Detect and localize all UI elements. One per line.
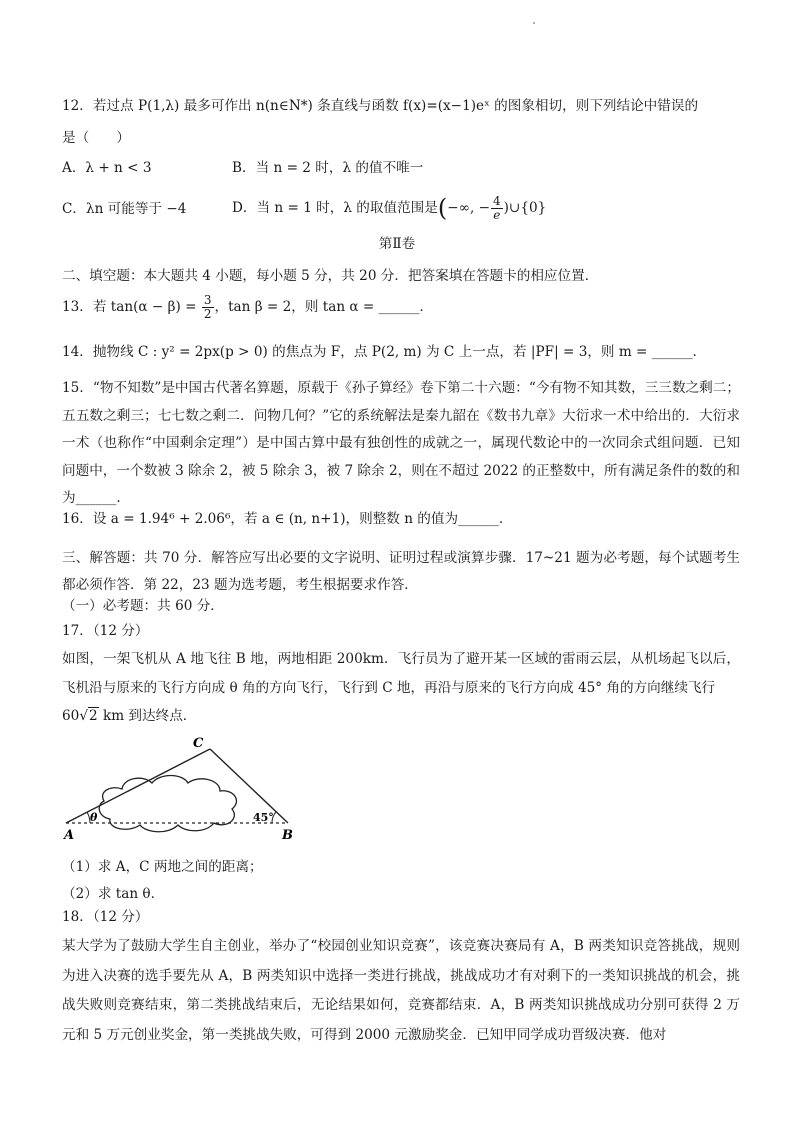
q12-option-d-tail: )∪{0} xyxy=(503,200,547,217)
q12-stem-line2: 是（ ） xyxy=(62,130,130,146)
label-a: A xyxy=(64,828,75,843)
label-c: C xyxy=(193,736,204,751)
q17-part-1: （1）求 A，C 两地之间的距离； xyxy=(62,859,263,875)
q13-text-pre: 13．若 tan(α − β) = xyxy=(62,299,197,316)
q18-heading: 18．（12 分） xyxy=(62,909,149,925)
label-b: B xyxy=(282,828,293,843)
required-questions-heading: （一）必考题：共 60 分． xyxy=(62,598,224,614)
fraction-numerator: 3 xyxy=(203,293,212,307)
distance-coefficient: 60 xyxy=(62,708,80,724)
part-two-title: 第Ⅱ卷 xyxy=(378,236,416,252)
q12-option-d xyxy=(232,190,546,227)
label-45-degrees: 45° xyxy=(253,811,274,824)
flight-route-figure xyxy=(60,735,300,843)
fraction-4-over-e xyxy=(491,195,503,222)
solution-section-intro: 三、解答题：共 70 分．解答应写出必要的文字说明、证明过程或演算步骤．17~21 题为必考题，每个试题考生都必须作答．第 22，23 题为选考题，考生根据要求作答． xyxy=(62,550,740,593)
q12-option-d-inf: −∞, − xyxy=(447,200,490,217)
fraction-denominator: 2 xyxy=(203,307,212,322)
fill-in-section-intro: 二、填空题：本大题共 4 小题，每小题 5 分，共 20 分．把答案填在答题卡的相应位置． xyxy=(62,268,599,284)
q12-option-c: C．λn 可能等于 −4 xyxy=(62,201,187,217)
segment-cb xyxy=(210,749,288,823)
q17-body: 如图，一架飞机从 A 地飞往 B 地，两地相距 200km．飞行员为了避开某一区域的雷雨云层，从机场起飞以后，飞机沿与原来的飞行方向成 θ 角的方向飞行，飞行到 C 地，再沿与原来的飞行方向成 45° 角的方向继续飞行 xyxy=(62,651,740,696)
distance-suffix: km 到达终点． xyxy=(98,708,197,724)
q17-part-2: （2）求 tan θ． xyxy=(62,886,165,902)
q17-distance-line xyxy=(62,706,196,727)
sqrt-symbol: √ xyxy=(79,708,88,724)
question-15: 15．“物不知数”是中国古代著名算题，原载于《孙子算经》卷下第二十六题：“今有物不知其数，三三数之剩二；五五数之剩三；七七数之剩二．问物几何？”它的系统解法是秦九韶在《数书九章》大衍求一术中给出的．大衍求一术（也称作“中国剩余定理”）是中国古算中最有独创性的成就之一，属现代数论中的一次同余式组问题．已知问题中，一个数被 3 除余 2，被 5 除余 3，被 7 除余 2，则在不超过 2022 的正整数中，所有满足条件的数的和为______. xyxy=(62,380,740,506)
question-13 xyxy=(62,294,424,321)
fraction-denominator: e xyxy=(493,208,501,223)
fraction-numerator: 4 xyxy=(492,193,501,208)
q17-heading: 17．（12 分） xyxy=(62,623,149,639)
q12-option-a: A．λ + n < 3 xyxy=(62,160,152,176)
question-14: 14．抛物线 C : y² = 2px(p > 0) 的焦点为 F，点 P(2, m) 为 C 上一点，若 |PF| = 3，则 m = ______. xyxy=(62,344,697,360)
scan-speck xyxy=(533,22,535,24)
thunderstorm-cloud xyxy=(99,776,236,832)
question-16: 16．设 a = 1.94⁶ + 2.06⁶，若 a ∈ (n, n+1)，则整数 n 的值为______. xyxy=(62,511,504,527)
segment-ac xyxy=(66,749,210,823)
q12-stem-line1: 12．若过点 P(1,λ) 最多可作出 n(n∈N*) 条直线与函数 f(x)=(x−1)eˣ 的图象相切，则下列结论中错误的 xyxy=(62,98,699,114)
paren-left: ( xyxy=(437,194,448,222)
fraction-3-over-2 xyxy=(202,294,214,321)
q18-body: 某大学为了鼓励大学生自主创业，举办了“校园创业知识竞赛”，该竞赛决赛局有 A，B 两类知识竞答挑战，规则为进入决赛的选手要先从 A，B 两类知识中选择一类进行挑战，挑战成功才有对剩下的一类知识挑战的机会，挑战失败则竞赛结束，第二类挑战结束后，无论结果如何，竞赛都结束．A，B 两类知识挑战成功分别可获得 2 万元和 5 万元创业奖金，第一类挑战失败，可得到 2000 元激励奖金．已知甲同学成功晋级决赛．他对 xyxy=(62,938,740,1043)
sqrt-radicand: 2 xyxy=(88,708,98,724)
q13-text-post: ，tan β = 2，则 tan α = ______. xyxy=(214,299,424,316)
q12-option-b: B．当 n = 2 时，λ 的值不唯一 xyxy=(232,160,424,176)
label-theta: θ xyxy=(90,811,98,824)
q12-option-d-text: D．当 n = 1 时，λ 的取值范围是 xyxy=(232,200,438,217)
